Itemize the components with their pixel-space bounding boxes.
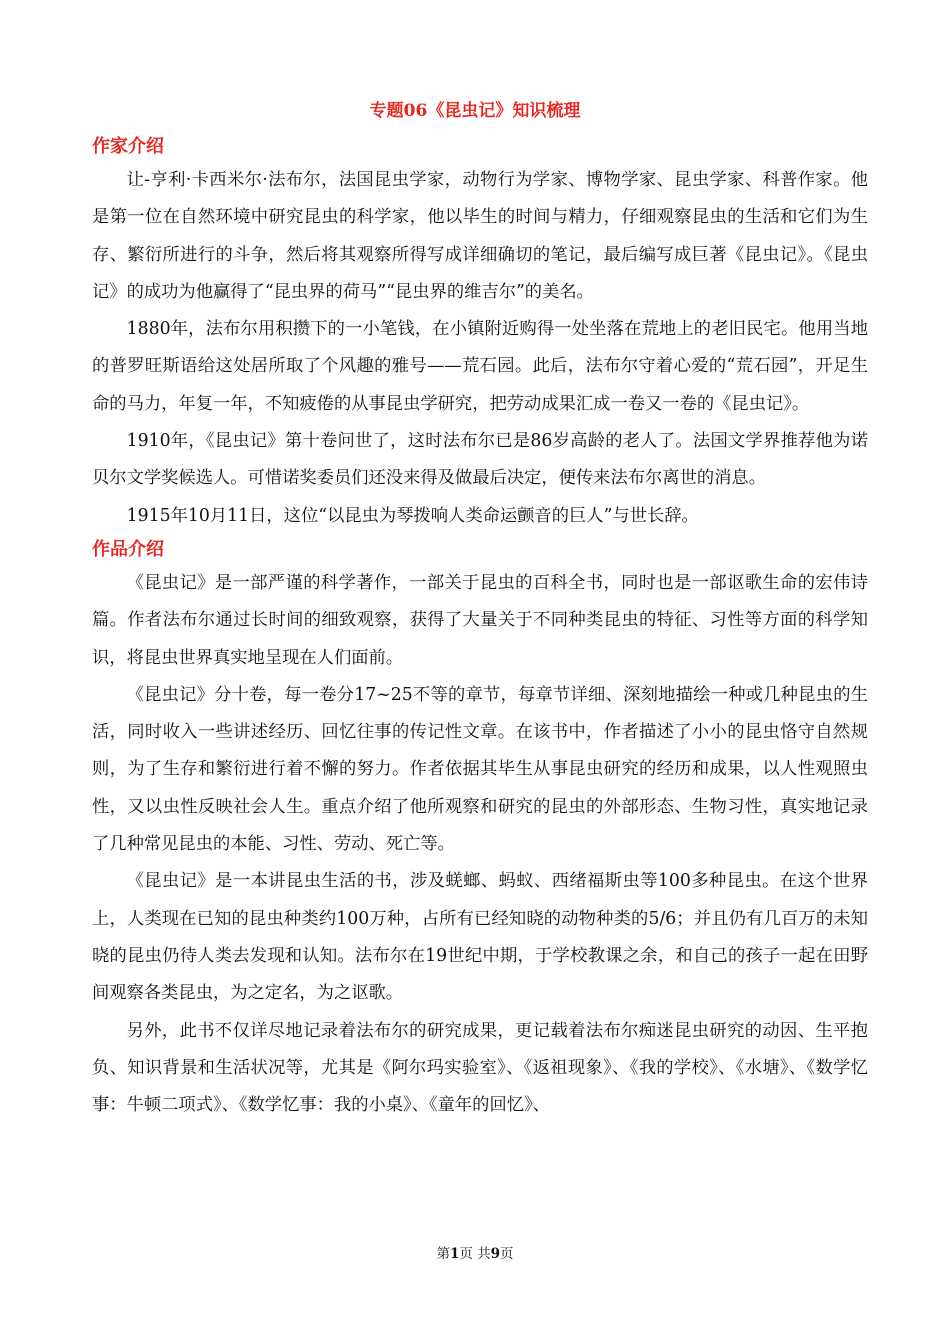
section-heading-author: 作家介绍	[92, 136, 164, 157]
document-title: 专题06《昆虫记》知识梳理	[369, 101, 581, 121]
paragraph: 《昆虫记》是一部严谨的科学著作，一部关于昆虫的百科全书，同时也是一部讴歌生命的宏伟诗篇。作者法布尔通过长时间的细致观察，获得了大量关于不同种类昆虫的特征、习性等方面的科学知识，将昆虫世界真实地呈现在人们面前。	[92, 572, 868, 668]
paragraph: 让-亨利·卡西米尔·法布尔，法国昆虫学家，动物行为学家、博物学家、昆虫学家、科普作家。他是第一位在自然环境中研究昆虫的科学家，他以毕生的时间与精力，仔细观察昆虫的生活和它们为生存、繁衍所进行的斗争，然后将其观察所得写成详细确切的笔记，最后编写成巨著《昆虫记》。《昆虫记》的成功为他赢得了“昆虫界的荷马”“昆虫界的维吉尔”的美名。	[92, 170, 868, 302]
footer-prefix: 第	[436, 1246, 450, 1262]
footer-middle: 页 共	[459, 1246, 491, 1262]
current-page-number: 1	[449, 1246, 460, 1262]
paragraph: 《昆虫记》是一本讲昆虫生活的书，涉及蜣螂、蚂蚁、西绪福斯虫等100多种昆虫。在这个世界上，人类现在已知的昆虫种类约100万种，占所有已经知晓的动物种类的5/6；并且仍有几百万的未知晓的昆虫仍待人类去发现和认知。法布尔在19世纪中期，于学校教课之余，和自己的孩子一起在田野间观察各类昆虫，为之定名，为之讴歌。	[92, 871, 868, 1004]
section-heading-work: 作品介绍	[92, 538, 164, 560]
document-body	[92, 132, 868, 1124]
total-page-count: 9	[490, 1246, 501, 1262]
paragraph: 另外，此书不仅详尽地记录着法布尔的研究成果，更记载着法布尔痴迷昆虫研究的动因、生平抱负、知识背景和生活状况等，尤其是《阿尔玛实验室》、《返祖现象》、《我的学校》、《水塘》、《数学忆事：牛顿二项式》、《数学忆事：我的小桌》、《童年的回忆》、	[92, 1020, 868, 1116]
paragraph: 1880年，法布尔用积攒下的一小笔钱，在小镇附近购得一处坐落在荒地上的老旧民宅。他用当地的普罗旺斯语给这处居所取了个风趣的雅号——荒石园。此后，法布尔守着心爱的“荒石园”，开足生命的马力，年复一年，不知疲倦的从事昆虫学研究，把劳动成果汇成一卷又一卷的《昆虫记》。	[92, 319, 868, 414]
paragraph: 1910年，《昆虫记》第十卷问世了，这时法布尔已是86岁高龄的老人了。法国文学界推荐他为诺贝尔文学奖候选人。可惜诺奖委员们还没来得及做最后决定，便传来法布尔离世的消息。	[92, 431, 868, 489]
paragraph: 《昆虫记》分十卷，每一卷分17~25不等的章节，每章节详细、深刻地描绘一种或几种昆虫的生活，同时收入一些讲述经历、回忆往事的传记性文章。在该书中，作者描述了小小的昆虫恪守自然规则，为了生存和繁衍进行着不懈的努力。作者依据其毕生从事昆虫研究的经历和成果，以人性观照虫性，又以虫性反映社会人生。重点介绍了他所观察和研究的昆虫的外部形态、生物习性，真实地记录了几种常见昆虫的本能、习性、劳动、死亡等。	[92, 684, 868, 855]
paragraph: 1915年10月11日，这位“以昆虫为琴拨响人类命运颤音的巨人”与世长辞。	[126, 505, 699, 526]
footer-suffix: 页	[500, 1246, 514, 1262]
page-footer	[0, 1244, 950, 1264]
